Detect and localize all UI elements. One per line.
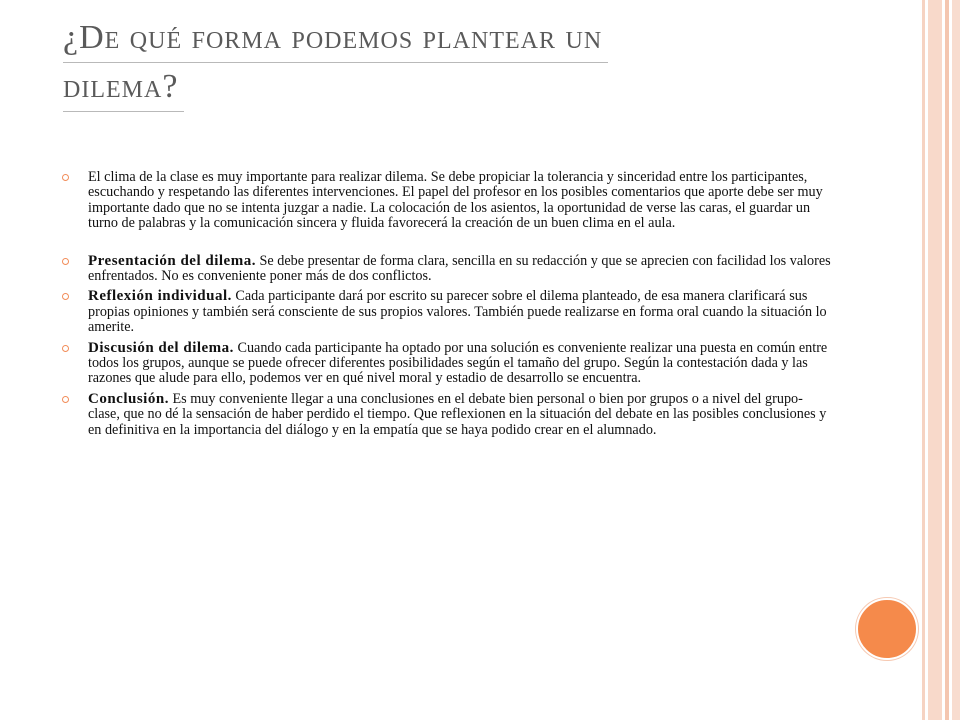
item-text: El clima de la clase es muy importante para realizar dilema. Se debe propiciar la tolerancia y sinceridad entre los participantes, escuchando y respetando las diferentes intervenciones. El papel del profesor en los posibles comentarios que aporte debe ser muy importante dado que no se intenta juzgar a nadie. La colocación de los asientos, la oportunidad de verse las caras, el guardar un turno de palabras y la comunicación sincera y fluida favorecerá la creación de un buen clima en el aula. — [88, 169, 823, 232]
item-lead: Conclusión. — [88, 390, 169, 407]
bullet-circle-icon — [62, 293, 69, 300]
border-stripe — [952, 0, 960, 720]
item-text: Es muy conveniente llegar a una conclusiones en el debate bien personal o bien por grupos o a nivel del grupo-clase, que no dé la sensación de haber perdido el tiempo. Que reflexionen en la situación del debate en las posibles conclusiones y en definitiva en la importancia del diálogo y en la empatía que se haya podido crear en el alumnado. — [88, 390, 827, 438]
item-text: Cada participante dará por escrito su parecer sobre el dilema planteado, de esa manera clarificará sus propias opiniones y también será consciente de sus propios valores. También puede realizarse en forma oral cuando la situación lo amerite. — [88, 288, 827, 336]
decorative-circle — [856, 598, 918, 660]
slide-title — [63, 14, 843, 112]
decorative-border — [922, 0, 960, 720]
list-item — [62, 170, 832, 232]
title-line-2: dilema? — [63, 63, 184, 112]
list-item — [62, 341, 832, 387]
list-item — [62, 289, 832, 335]
bullet-circle-icon — [62, 174, 69, 181]
bullet-circle-icon — [62, 258, 69, 265]
bullet-circle-icon — [62, 396, 69, 403]
border-stripe — [928, 0, 942, 720]
item-lead: Presentación del dilema. — [88, 252, 256, 269]
item-lead: Discusión del dilema. — [88, 339, 234, 356]
list-item — [62, 392, 832, 438]
title-line-1: ¿De qué forma podemos plantear un — [63, 14, 608, 63]
item-lead: Reflexión individual. — [88, 288, 232, 305]
item-text: Cuando cada participante ha optado por una solución es conveniente realizar una puesta en común entre todos los grupos, aunque se puede ofrecer diferentes posibilidades según el tamaño del grupo. Según la contestación dada y las razones que alude para ello, podemos ver en qué nivel moral y estadio de desarrollo se encuentra. — [88, 339, 828, 387]
bullet-list — [62, 170, 832, 438]
item-text: Se debe presentar de forma clara, sencilla en su redacción y que se aprecien con facilidad los valores enfrentados. No es conveniente poner más de dos conflictos. — [88, 252, 831, 285]
bullet-circle-icon — [62, 345, 69, 352]
list-item — [62, 254, 832, 285]
